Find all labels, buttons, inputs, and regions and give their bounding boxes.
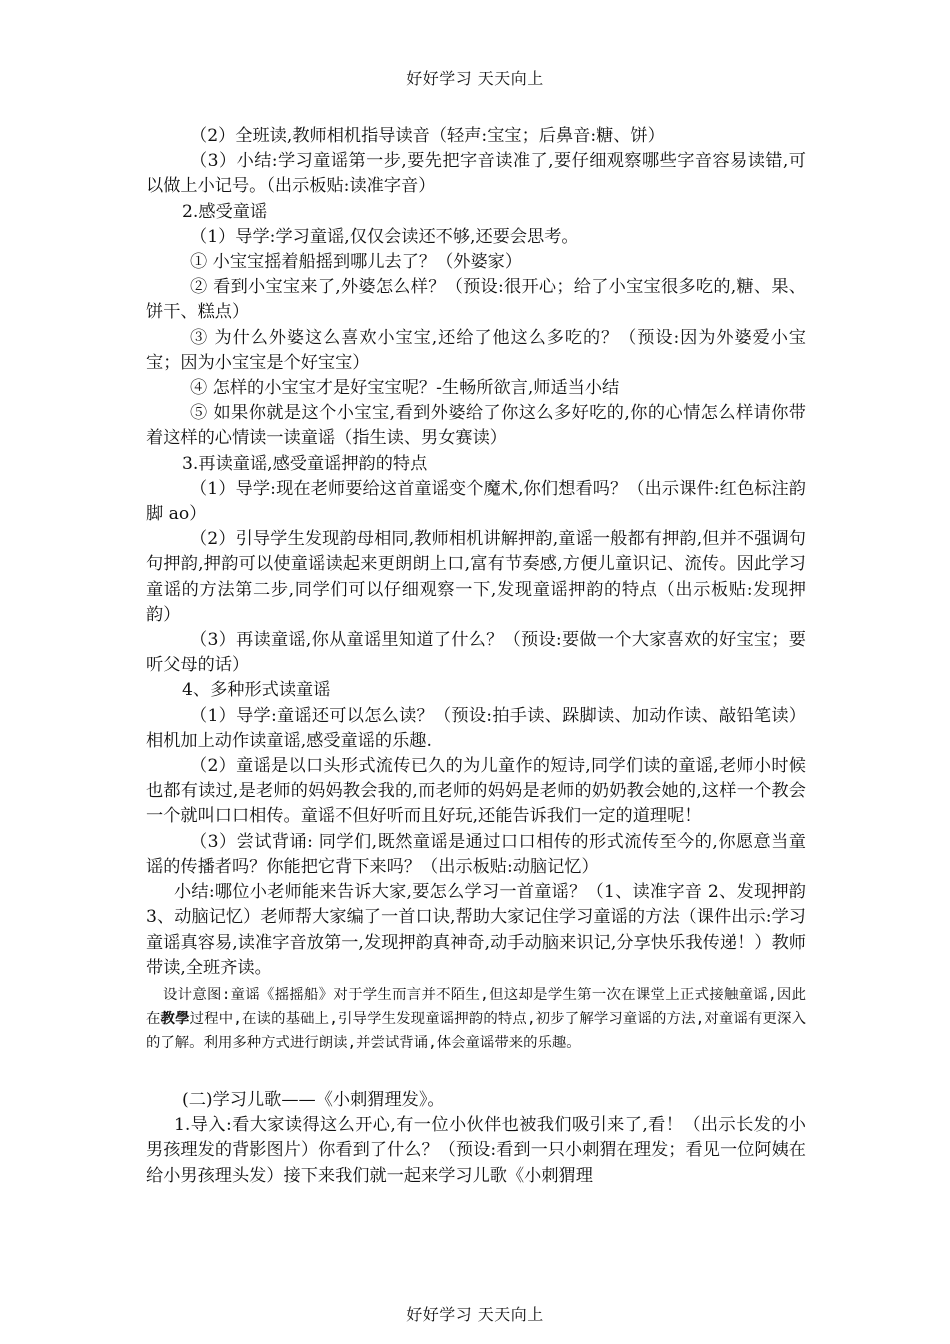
paragraph: （1）导学:学习童谣,仅仅会读还不够,还要会思考。 xyxy=(190,226,579,247)
document-body xyxy=(146,124,806,1189)
paragraph: （3）小结:学习童谣第一步,要先把字音读准了,要仔细观察哪些字音容易读错,可以做上小记号。（出示板贴:读准字音） xyxy=(146,151,806,197)
design-note-text: 设计意图:童谣《摇摇船》对于学生而言并不陌生,但这却是学生第一次在课堂上正式接触童谣,因此在 xyxy=(146,986,806,1027)
spacer xyxy=(146,1055,806,1088)
paragraph: （3）尝试背诵: 同学们,既然童谣是通过口口相传的形式流传至今的,你愿意当童谣的传播者吗？你能把它背下来吗？（出示板贴:动脑记忆） xyxy=(146,831,806,877)
question-item: ④ 怎样的小宝宝才是好宝宝呢？-生畅所欲言,师适当小结 xyxy=(190,378,620,399)
summary-paragraph: 小结:哪位小老师能来告诉大家,要怎么学习一首童谣？（1、读准字音 2、发现押韵 3、动脑记忆）老师帮大家编了一首口诀,帮助大家记住学习童谣的方法（课件出示:学习童谣真容易,读准字音放第一,发现押韵真神奇,动手动脑来识记,分享快乐我传递！）教师带读,全班齐读。 xyxy=(146,882,806,978)
paragraph: 1.导入:看大家读得这么开心,有一位小伙伴也被我们吸引来了,看！（出示长发的小男孩理发的背影图片）你看到了什么？（预设:看到一只小刺猬在理发；看见一位阿姨在给小男孩理头发）接下来我们就一起来学习儿歌《小刺猬理 xyxy=(146,1115,806,1186)
paragraph: （2）童谣是以口头形式流传已久的为儿童作的短诗,同学们读的童谣,老师小时候也都有读过,是老师的妈妈教会我的,而老师的妈妈是老师的奶奶教会她的,这样一个教会一个就叫口口相传。童谣不但好听而且好玩,还能告诉我们一定的道理呢！ xyxy=(146,756,806,827)
design-note-text: 过程中,在读的基础上,引导学生发现童谣押韵的特点,初步了解学习童谣的方法,对童谣有更深入的了解。利用多种方式进行朗读,并尝试背诵,体会童谣带来的乐趣。 xyxy=(146,1010,806,1051)
paragraph: （2）引导学生发现韵母相同,教师相机讲解押韵,童谣一般都有押韵,但并不强调句句押韵,押韵可以使童谣读起来更朗朗上口,富有节奏感,方便儿童识记、流传。因此学习童谣的方法第二步,同学们可以仔细观察一下,发现童谣押韵的特点（出示板贴:发现押韵） xyxy=(146,529,806,625)
question-item: ⑤ 如果你就是这个小宝宝,看到外婆给了你这么多好吃的,你的心情怎么样请你带着这样的心情读一读童谣（指生读、男女赛读） xyxy=(146,403,806,449)
section-heading: 4、多种形式读童谣 xyxy=(182,680,331,701)
page-header: 好好学习 天天向上 xyxy=(406,69,544,88)
design-intent-note xyxy=(146,983,806,1055)
paragraph: （2）全班读,教师相机指导读音（轻声:宝宝；后鼻音:糖、饼） xyxy=(190,126,665,146)
paragraph: （1）导学:童谣还可以怎么读？（预设:拍手读、跺脚读、加动作读、敲铅笔读）相机加上动作读童谣,感受童谣的乐趣. xyxy=(146,705,806,751)
paragraph: （1）导学:现在老师要给这首童谣变个魔术,你们想看吗？（出示课件:红色标注韵脚 ao） xyxy=(146,478,806,525)
paragraph: （3）再读童谣,你从童谣里知道了什么？（预设:要做一个大家喜欢的好宝宝；要听父母的话） xyxy=(146,630,806,676)
question-item: ② 看到小宝宝来了,外婆怎么样？（预设:很开心；给了小宝宝很多吃的,糖、果、饼干、糕点） xyxy=(146,277,806,323)
section-heading: 2.感受童谣 xyxy=(182,201,268,222)
section-heading: 3.再读童谣,感受童谣押韵的特点 xyxy=(182,453,428,474)
question-item: ③ 为什么外婆这么喜欢小宝宝,还给了他这么多吃的？（预设:因为外婆爱小宝宝；因为小宝宝是个好宝宝） xyxy=(146,327,806,373)
page-footer: 好好学习 天天向上 xyxy=(406,1305,544,1324)
design-note-keyword: 教學 xyxy=(160,1010,190,1027)
question-item: ① 小宝宝摇着船摇到哪儿去了？（外婆家） xyxy=(190,252,523,273)
section-heading: (二)学习儿歌——《小刺猬理发》。 xyxy=(182,1089,445,1110)
